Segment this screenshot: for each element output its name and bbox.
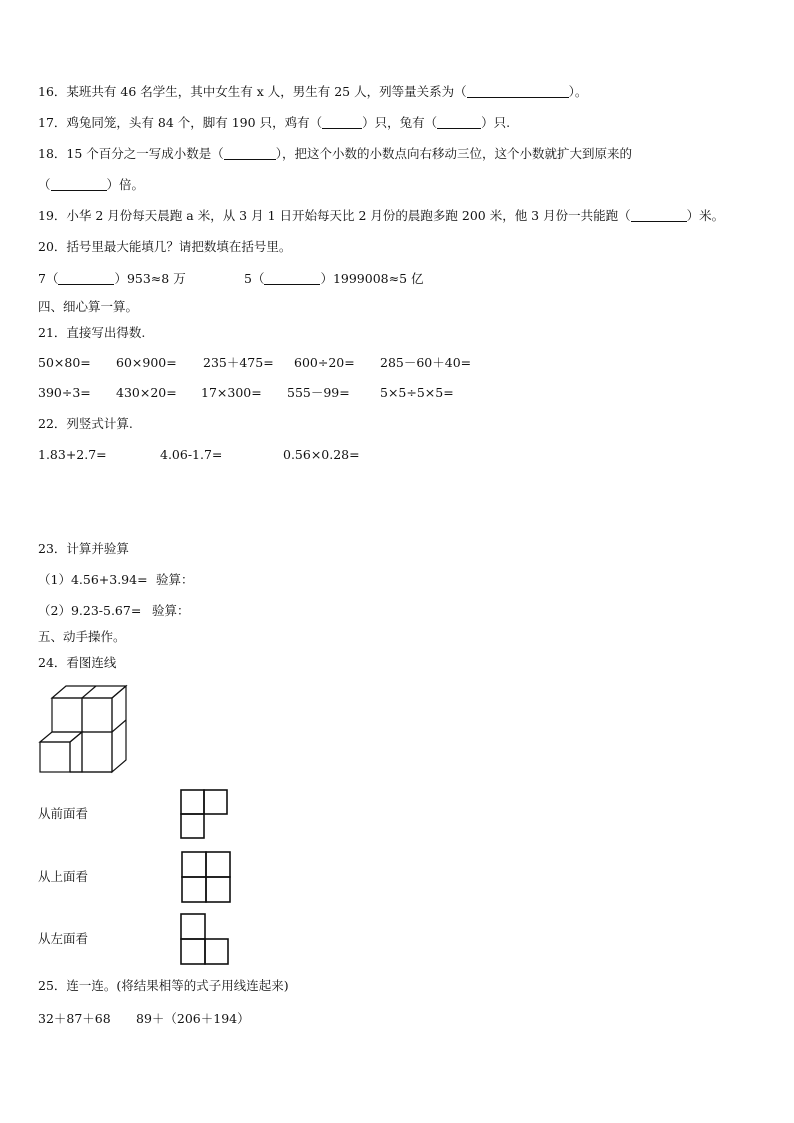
view-shape-2[interactable] — [181, 851, 231, 903]
q17-text-c: ）只. — [481, 115, 511, 130]
q19-text-a: 19．小华 2 月份每天晨跑 a 米，从 3 月 1 日开始每天比 2 月份的晨跑多跑 200 米，他 3 月份一共能跑（ — [38, 208, 631, 223]
q23-item-2: （2）9.23-5.67= — [38, 603, 142, 618]
q20-blank-1[interactable] — [58, 272, 114, 285]
q17-text-b: ）只，兔有（ — [362, 115, 438, 130]
view-shape-1[interactable] — [180, 789, 230, 839]
q18-text-b: ），把这个小数的小数点向右移动三位，这个小数就扩大到原来的 — [275, 146, 633, 161]
q21-r2-c5: 5×5÷5×5= — [380, 385, 454, 400]
q18-text-d: ）倍。 — [106, 177, 145, 192]
question-21-title: 21．直接写出得数. — [38, 325, 146, 340]
question-16 — [38, 84, 587, 100]
q25-item-1[interactable]: 32＋87＋68 — [38, 1011, 111, 1026]
q25-item-2[interactable]: 89＋（206＋194） — [136, 1011, 250, 1026]
q23-check-2: 验算： — [152, 603, 190, 618]
q16-answer-blank[interactable] — [467, 85, 569, 98]
q22-item-1: 1.83+2.7= — [38, 447, 107, 462]
q18-text-a: 18．15 个百分之一写成小数是（ — [38, 146, 224, 161]
question-18-cont — [38, 177, 144, 193]
question-25-title: 25．连一连。(将结果相等的式子用线连起来) — [38, 978, 289, 993]
question-23-title: 23．计算并验算 — [38, 541, 129, 556]
view-shape-3[interactable] — [180, 913, 230, 965]
question-18 — [38, 146, 632, 162]
q16-text: 16．某班共有 46 名学生，其中女生有 x 人，男生有 25 人，列等量关系为（ — [38, 84, 467, 99]
q23-item-1: （1）4.56+3.94= — [38, 572, 148, 587]
q21-r1-c2: 60×900= — [116, 355, 177, 370]
q21-r2-c2: 430×20= — [116, 385, 177, 400]
q16-end: ）。 — [568, 84, 588, 99]
q21-r1-c1: 50×80= — [38, 355, 91, 370]
q17-text-a: 17．鸡兔同笼，头有 84 个，脚有 190 只，鸡有（ — [38, 115, 323, 130]
q18-text-c: （ — [38, 177, 51, 192]
q21-r1-c4: 600÷20= — [294, 355, 355, 370]
q21-r2-c1: 390÷3= — [38, 385, 91, 400]
q18-times-blank[interactable] — [51, 178, 107, 191]
q17-rabbit-blank[interactable] — [437, 116, 481, 129]
section-5-heading: 五、动手操作。 — [38, 629, 126, 644]
q20-item-2-a: 5（ — [244, 271, 265, 286]
question-24-title: 24．看图连线 — [38, 655, 117, 670]
question-22-title: 22．列竖式计算. — [38, 416, 133, 431]
q20-item-1 — [38, 271, 186, 287]
q19-text-b: ）米。 — [686, 208, 725, 223]
q21-r1-c3: 235＋475= — [203, 355, 274, 370]
q20-item-2 — [244, 271, 424, 287]
view-label-top: 从上面看 — [38, 869, 89, 884]
q21-r1-c5: 285－60＋40= — [380, 355, 472, 370]
q22-item-2: 4.06-1.7= — [160, 447, 223, 462]
view-label-left: 从左面看 — [38, 931, 89, 946]
q19-answer-blank[interactable] — [631, 209, 687, 222]
question-20-title: 20．括号里最大能填几？请把数填在括号里。 — [38, 239, 292, 254]
cube-stack-figure — [36, 684, 132, 780]
q17-chicken-blank[interactable] — [322, 116, 362, 129]
q22-item-3: 0.56×0.28= — [283, 447, 360, 462]
q21-r2-c3: 17×300= — [201, 385, 262, 400]
section-4-heading: 四、细心算一算。 — [38, 299, 139, 314]
q20-item-2-b: ）1999008≈5 亿 — [320, 271, 424, 286]
view-label-front: 从前面看 — [38, 806, 89, 821]
q23-check-1: 验算： — [156, 572, 194, 587]
q21-r2-c4: 555－99= — [287, 385, 350, 400]
question-19 — [38, 208, 724, 224]
q18-decimal-blank[interactable] — [224, 147, 276, 160]
q20-item-1-b: ）953≈8 万 — [114, 271, 186, 286]
q20-item-1-a: 7（ — [38, 271, 59, 286]
q20-blank-2[interactable] — [264, 272, 320, 285]
question-17 — [38, 115, 510, 131]
